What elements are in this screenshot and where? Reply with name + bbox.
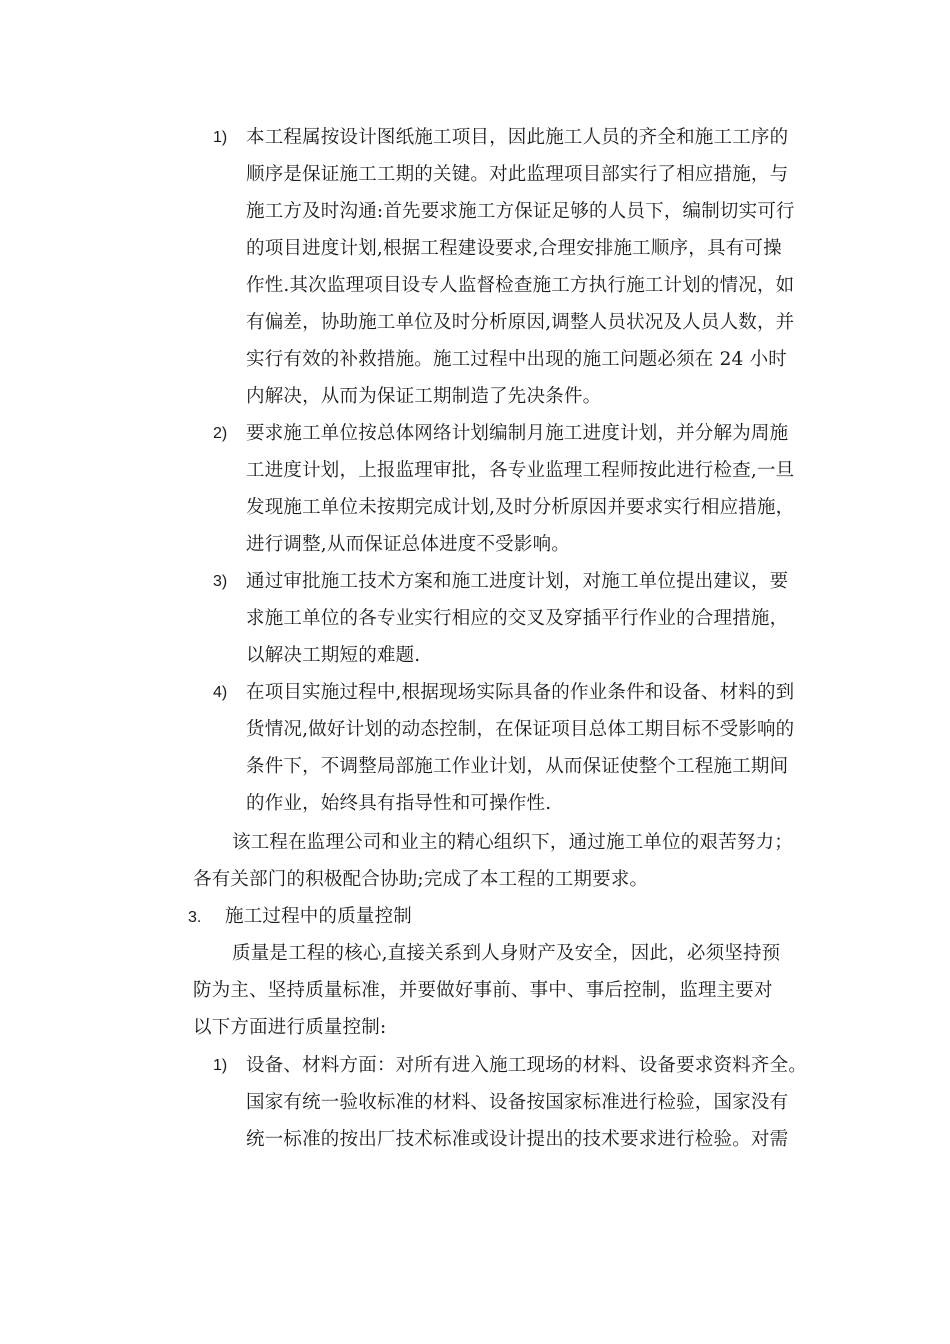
paragraph-line: 进行调整,从而保证总体进度不受影响。 [246, 534, 570, 555]
list-number: 4) [213, 684, 228, 701]
list-number: 1) [213, 1057, 228, 1074]
paragraph-line: 统一标准的按出厂技术标准或设计提出的技术要求进行检验。对需 [246, 1129, 789, 1150]
paragraph-line: 防为主、坚持质量标准，并要做好事前、事中、事后控制，监理主要对 [193, 980, 773, 1001]
paragraph-line: 本工程属按设计图纸施工项目，因此施工人员的齐全和施工工序的 [246, 127, 789, 148]
paragraph-line: 施工方及时沟通:首先要求施工方保证足够的人员下，编制切实可行 [246, 201, 795, 222]
list-number: 1) [213, 129, 228, 146]
paragraph-line: 要求施工单位按总体网络计划编制月施工进度计划，并分解为周施 [246, 423, 789, 444]
paragraph-line: 有偏差，协助施工单位及时分析原因,调整人员状况及人员人数，并 [246, 312, 795, 333]
paragraph-line: 设备、材料方面：对所有进入施工现场的材料、设备要求资料齐全。 [246, 1055, 808, 1076]
paragraph-line: 各有关部门的积极配合协助;完成了本工程的工期要求。 [193, 869, 649, 890]
paragraph-line: 国家有统一验收标准的材料、设备按国家标准进行检验，国家没有 [246, 1092, 789, 1113]
paragraph-line: 实行有效的补救措施。施工过程中出现的施工问题必须在 24 小时 [246, 349, 788, 370]
paragraph-line: 以下方面进行质量控制: [193, 1017, 387, 1038]
paragraph-line: 作性.其次监理项目设专人监督检查施工方执行施工计划的情况，如 [246, 275, 795, 296]
list-number: 2) [213, 425, 228, 442]
paragraph-line: 在项目实施过程中,根据现场实际具备的作业条件和设备、材料的到 [246, 682, 795, 703]
paragraph-line: 的作业，始终具有指导性和可操作性. [246, 793, 552, 814]
section-number: 3. [188, 909, 202, 926]
section-heading: 施工过程中的质量控制 [225, 906, 413, 927]
paragraph-line: 该工程在监理公司和业主的精心组织下，通过施工单位的艰苦努力； [232, 832, 794, 853]
paragraph-line: 货情况,做好计划的动态控制，在保证项目总体工期目标不受影响的 [246, 719, 795, 740]
paragraph-line: 的项目进度计划,根据工程建设要求,合理安排施工顺序，具有可操 [246, 238, 782, 259]
paragraph-line: 以解决工期短的难题. [246, 645, 421, 666]
paragraph-line: 质量是工程的核心,直接关系到人身财产及安全，因此，必须坚持预 [232, 943, 781, 964]
paragraph-line: 顺序是保证施工工期的关键。对此监理项目部实行了相应措施，与 [246, 164, 789, 185]
paragraph-line: 内解决，从而为保证工期制造了先决条件。 [246, 386, 602, 407]
paragraph-line: 求施工单位的各专业实行相应的交叉及穿插平行作业的合理措施， [246, 608, 789, 629]
paragraph-line: 通过审批施工技术方案和施工进度计划，对施工单位提出建议，要 [246, 571, 789, 592]
list-number: 3) [213, 573, 228, 590]
paragraph-line: 工进度计划，上报监理审批，各专业监理工程师按此进行检查,一旦 [246, 460, 795, 481]
paragraph-line: 发现施工单位未按期完成计划,及时分析原因并要求实行相应措施， [246, 497, 795, 518]
paragraph-line: 条件下，不调整局部施工作业计划，从而保证使整个工程施工期间 [246, 756, 789, 777]
